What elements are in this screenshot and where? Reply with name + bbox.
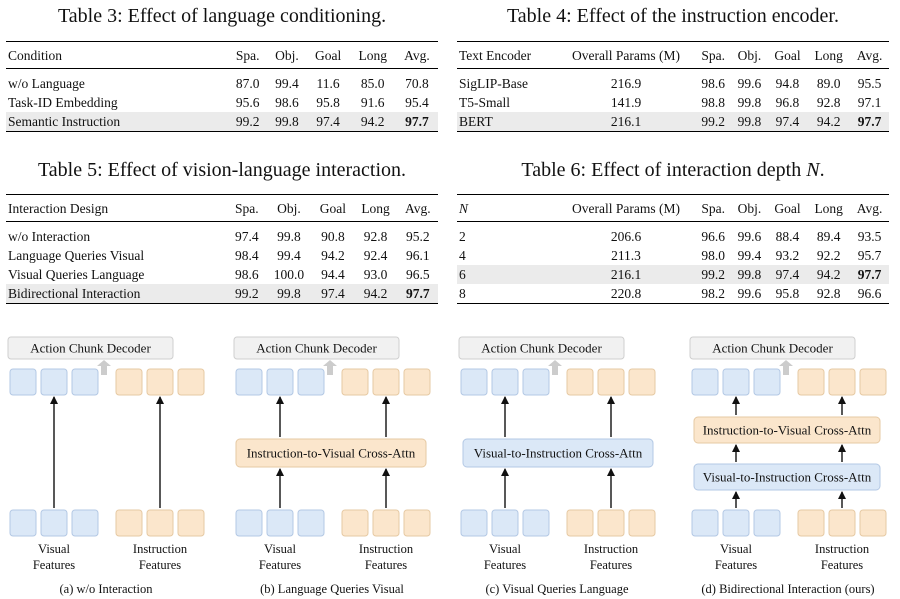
cell: SigLIP-Base	[459, 76, 528, 91]
results-table	[6, 41, 438, 132]
table-title-symbol: N	[806, 159, 820, 181]
col-header: Long	[814, 200, 843, 216]
visual-token-in	[72, 510, 98, 536]
cell: 99.8	[277, 229, 301, 244]
col-header: Overall Params (M)	[572, 200, 680, 216]
col-header: Spa.	[701, 200, 725, 216]
col-header: Long	[358, 47, 387, 63]
col-header: Interaction Design	[8, 200, 109, 216]
instruction-token-in	[116, 510, 142, 536]
cell: 94.2	[807, 265, 850, 284]
cell: 100.0	[273, 267, 305, 282]
cell: 99.6	[737, 229, 762, 244]
visual-token-in	[41, 510, 67, 536]
cell: 94.8	[775, 76, 800, 91]
cell: 99.4	[277, 248, 301, 263]
instruction-token-in	[860, 510, 886, 536]
instruction-token-out	[373, 369, 399, 395]
col-header: Obj.	[275, 47, 299, 63]
instruction-features-label-line: Features	[138, 558, 182, 572]
action-chunk-decoder-label: Action Chunk Decoder	[712, 340, 833, 356]
cell: 93.5	[857, 229, 882, 244]
instruction-token-out	[116, 369, 142, 395]
cell: w/o Language	[8, 76, 85, 91]
col-header: Obj.	[737, 47, 762, 63]
instruction-token-out	[798, 369, 824, 395]
visual-token-out	[236, 369, 262, 395]
cell: 92.8	[816, 286, 841, 301]
cell: 96.6	[701, 229, 725, 244]
diagram-panel-c	[459, 337, 655, 596]
visual-token-out	[754, 369, 780, 395]
visual-features-label-line: Visual	[720, 542, 752, 556]
up-arrow-icon	[779, 360, 793, 375]
visual-token-out	[10, 369, 36, 395]
instruction-token-out	[404, 369, 430, 395]
visual-features-label	[715, 542, 757, 572]
figure-caption: (c) Visual Queries Language	[485, 582, 629, 596]
instruction-token-out	[598, 369, 624, 395]
table-row	[6, 222, 438, 247]
visual-features-label-line: Features	[483, 558, 527, 572]
cell: 99.2	[695, 112, 731, 132]
cell: 85.0	[360, 76, 385, 91]
cell: 92.2	[816, 248, 841, 263]
table-5	[6, 158, 438, 304]
visual-token-in	[267, 510, 293, 536]
visual-features-label-line: Features	[258, 558, 302, 572]
cell: 95.8	[775, 286, 800, 301]
cell: 99.6	[737, 76, 762, 91]
cell: 99.2	[228, 284, 266, 304]
instruction-token-out	[567, 369, 593, 395]
cell: 2	[459, 229, 466, 244]
results-table	[6, 194, 438, 304]
cell: Language Queries Visual	[8, 248, 145, 263]
cell: 97.1	[857, 95, 882, 110]
instruction-features-label-line: Instruction	[358, 542, 414, 556]
cell: 90.8	[321, 229, 345, 244]
cell: 99.2	[695, 265, 731, 284]
figure-caption: (b) Language Queries Visual	[260, 582, 404, 596]
cell: 95.8	[316, 95, 340, 110]
instruction-features-label	[133, 542, 188, 572]
instruction-token-out	[178, 369, 204, 395]
cell: 6	[457, 265, 557, 284]
visual-token-out	[723, 369, 749, 395]
cell: w/o Interaction	[8, 229, 91, 244]
cell: 89.0	[816, 76, 841, 91]
cell: 94.2	[353, 284, 397, 304]
cell: 95.7	[857, 248, 882, 263]
visual-token-in	[754, 510, 780, 536]
cell: 89.4	[816, 229, 841, 244]
table-title-prefix: Table 6: Effect of interaction depth	[521, 159, 807, 181]
cell: 99.8	[267, 112, 306, 132]
cell: 91.6	[360, 95, 385, 110]
instruction-features-label	[815, 542, 870, 572]
table-row-highlighted	[6, 284, 438, 304]
table-title: Table 5: Effect of vision-language interaction.	[37, 159, 407, 181]
cell: 99.8	[737, 95, 762, 110]
up-arrow-icon	[548, 360, 562, 375]
cell: 94.2	[350, 112, 396, 132]
table-title	[457, 158, 889, 182]
header-row	[457, 195, 889, 222]
cell: 98.6	[234, 267, 259, 282]
cell: 95.5	[857, 76, 882, 91]
table-4	[457, 4, 889, 132]
instruction-token-out	[342, 369, 368, 395]
cell: 97.4	[307, 112, 350, 132]
instruction-token-in	[147, 510, 173, 536]
visual-features-label	[33, 542, 75, 572]
col-header: Obj.	[277, 200, 301, 216]
instruction-features-label-line: Features	[364, 558, 408, 572]
cell: 98.8	[701, 95, 725, 110]
table-row-highlighted	[457, 265, 889, 284]
instruction-features-label-line: Instruction	[583, 542, 639, 556]
visual-features-label-line: Visual	[38, 542, 70, 556]
cell: 98.2	[701, 286, 725, 301]
action-chunk-decoder-label: Action Chunk Decoder	[256, 340, 377, 356]
cell: 99.8	[731, 112, 767, 132]
cell: 99.4	[275, 76, 299, 91]
diagram-panel-a	[8, 337, 204, 596]
up-arrow-icon	[97, 360, 111, 375]
instruction-token-in	[629, 510, 655, 536]
visual-token-in	[10, 510, 36, 536]
visual-token-out	[72, 369, 98, 395]
cell: 99.4	[737, 248, 762, 263]
table-title-suffix: .	[819, 159, 825, 181]
cell: 141.9	[610, 95, 642, 110]
instruction-token-in	[404, 510, 430, 536]
table-row	[457, 93, 889, 112]
cell: 98.0	[701, 248, 725, 263]
visual-token-in	[692, 510, 718, 536]
cell: BERT	[457, 112, 557, 132]
cell: 99.8	[266, 284, 313, 304]
cell: 96.8	[775, 95, 800, 110]
visual-features-label	[484, 542, 526, 572]
cell: Semantic Instruction	[6, 112, 228, 132]
cell-best: 97.7	[850, 265, 889, 284]
cell: 92.8	[816, 95, 841, 110]
col-header: Avg.	[405, 200, 431, 216]
cell: 211.3	[611, 248, 641, 263]
cell-best: 97.7	[396, 112, 438, 132]
col-header: Avg.	[404, 47, 430, 63]
cell: 88.4	[775, 229, 800, 244]
cell: 216.1	[557, 265, 695, 284]
table-3	[6, 4, 438, 132]
cell: 98.6	[275, 95, 299, 110]
visual-token-in	[492, 510, 518, 536]
col-header: Obj.	[737, 200, 762, 216]
table-row	[457, 284, 889, 304]
cell: 97.4	[312, 284, 353, 304]
action-chunk-decoder-label: Action Chunk Decoder	[30, 340, 151, 356]
cell: 94.2	[321, 248, 345, 263]
cell: 99.2	[228, 112, 267, 132]
visual-token-out	[298, 369, 324, 395]
col-header: Overall Params (M)	[572, 47, 680, 63]
cell: 99.8	[731, 265, 767, 284]
table-row-highlighted	[6, 112, 438, 132]
cell: 97.4	[768, 112, 808, 132]
figure-caption: (d) Bidirectional Interaction (ours)	[701, 582, 875, 596]
col-header: Spa.	[234, 200, 259, 216]
cell: 95.4	[405, 95, 429, 110]
col-header: Condition	[8, 47, 63, 63]
instruction-token-in	[798, 510, 824, 536]
col-header: Goal	[774, 200, 801, 216]
cell: 97.4	[768, 265, 808, 284]
instruction-features-label-line: Features	[589, 558, 633, 572]
col-header: Goal	[314, 47, 342, 63]
cell: 97.4	[234, 229, 259, 244]
visual-token-out	[41, 369, 67, 395]
table-row	[6, 93, 438, 112]
col-header: Text Encoder	[459, 47, 532, 63]
table-row	[457, 222, 889, 247]
instruction-to-visual-cross-attn-label: Instruction-to-Visual Cross-Attn	[702, 422, 872, 438]
cell: 98.4	[234, 248, 259, 263]
visual-token-in	[236, 510, 262, 536]
instruction-token-in	[342, 510, 368, 536]
visual-features-label-line: Visual	[489, 542, 521, 556]
col-header: Goal	[319, 200, 347, 216]
instruction-token-in	[829, 510, 855, 536]
cell: 216.1	[557, 112, 695, 132]
visual-token-out	[267, 369, 293, 395]
visual-features-label-line: Features	[32, 558, 76, 572]
instruction-features-label-line: Features	[820, 558, 864, 572]
visual-token-out	[461, 369, 487, 395]
instruction-token-in	[567, 510, 593, 536]
cell: T5-Small	[459, 95, 510, 110]
up-arrow-icon	[323, 360, 337, 375]
table-row	[457, 69, 889, 94]
header-row	[6, 195, 438, 222]
cell: 11.6	[316, 76, 340, 91]
visual-token-out	[492, 369, 518, 395]
cell: 95.6	[235, 95, 260, 110]
instruction-token-out	[829, 369, 855, 395]
results-table	[457, 41, 889, 132]
diagram-panel-d	[690, 337, 886, 596]
cell: 94.4	[321, 267, 345, 282]
cell: 93.2	[775, 248, 800, 263]
instruction-features-label	[584, 542, 639, 572]
col-header: Long	[814, 47, 843, 63]
instruction-features-label-line: Instruction	[814, 542, 870, 556]
visual-token-out	[692, 369, 718, 395]
col-header: Avg.	[856, 47, 883, 63]
visual-to-instruction-cross-attn-label: Visual-to-Instruction Cross-Attn	[473, 445, 643, 461]
visual-token-in	[723, 510, 749, 536]
cell: 98.6	[701, 76, 725, 91]
col-header: Avg.	[856, 200, 883, 216]
cell: 96.5	[406, 267, 430, 282]
cell: 93.0	[363, 267, 388, 282]
cell: 8	[459, 286, 466, 301]
table-row-highlighted	[457, 112, 889, 132]
cell: 94.2	[807, 112, 850, 132]
cell: 70.8	[405, 76, 429, 91]
cell: 96.1	[406, 248, 430, 263]
cell: 4	[459, 248, 466, 263]
figure-caption: (a) w/o Interaction	[59, 582, 153, 596]
table-row	[6, 69, 438, 94]
cell: 87.0	[235, 76, 260, 91]
action-chunk-decoder-label: Action Chunk Decoder	[481, 340, 602, 356]
table-row	[6, 246, 438, 265]
instruction-token-in	[598, 510, 624, 536]
visual-features-label-line: Features	[714, 558, 758, 572]
col-header: N	[459, 200, 469, 216]
cell: 95.2	[406, 229, 430, 244]
table-row	[457, 246, 889, 265]
visual-token-in	[461, 510, 487, 536]
cell: 206.6	[610, 229, 642, 244]
instruction-token-in	[178, 510, 204, 536]
instruction-to-visual-cross-attn-label: Instruction-to-Visual Cross-Attn	[246, 445, 416, 461]
cell: Visual Queries Language	[8, 267, 145, 282]
cell: Task-ID Embedding	[8, 95, 118, 110]
table-6	[457, 158, 889, 304]
cell: 92.8	[363, 229, 388, 244]
instruction-token-out	[860, 369, 886, 395]
visual-features-label	[259, 542, 301, 572]
col-header: Spa.	[701, 47, 725, 63]
diagram-panel-b	[234, 337, 430, 596]
col-header: Long	[361, 200, 390, 216]
cell: 96.6	[857, 286, 882, 301]
results-table	[457, 194, 889, 304]
cell: Bidirectional Interaction	[6, 284, 228, 304]
cell: 216.9	[610, 76, 642, 91]
cell: 92.4	[363, 248, 388, 263]
table-title: Table 3: Effect of language conditioning.	[57, 5, 387, 27]
instruction-token-out	[629, 369, 655, 395]
cell: 99.6	[737, 286, 762, 301]
instruction-token-in	[373, 510, 399, 536]
visual-to-instruction-cross-attn-label: Visual-to-Instruction Cross-Attn	[702, 469, 872, 485]
visual-token-out	[523, 369, 549, 395]
instruction-features-label-line: Instruction	[132, 542, 188, 556]
cell-best: 97.7	[398, 284, 438, 304]
visual-token-in	[298, 510, 324, 536]
header-row	[6, 42, 438, 69]
instruction-token-out	[147, 369, 173, 395]
cell-best: 97.7	[850, 112, 889, 132]
table-row	[6, 265, 438, 284]
header-row	[457, 42, 889, 69]
interaction-diagrams	[0, 319, 900, 599]
cell: 220.8	[610, 286, 642, 301]
visual-token-in	[523, 510, 549, 536]
visual-features-label-line: Visual	[264, 542, 296, 556]
instruction-features-label	[359, 542, 414, 572]
col-header: Spa.	[235, 47, 260, 63]
col-header: Goal	[774, 47, 801, 63]
table-title: Table 4: Effect of the instruction encoder.	[506, 5, 839, 27]
